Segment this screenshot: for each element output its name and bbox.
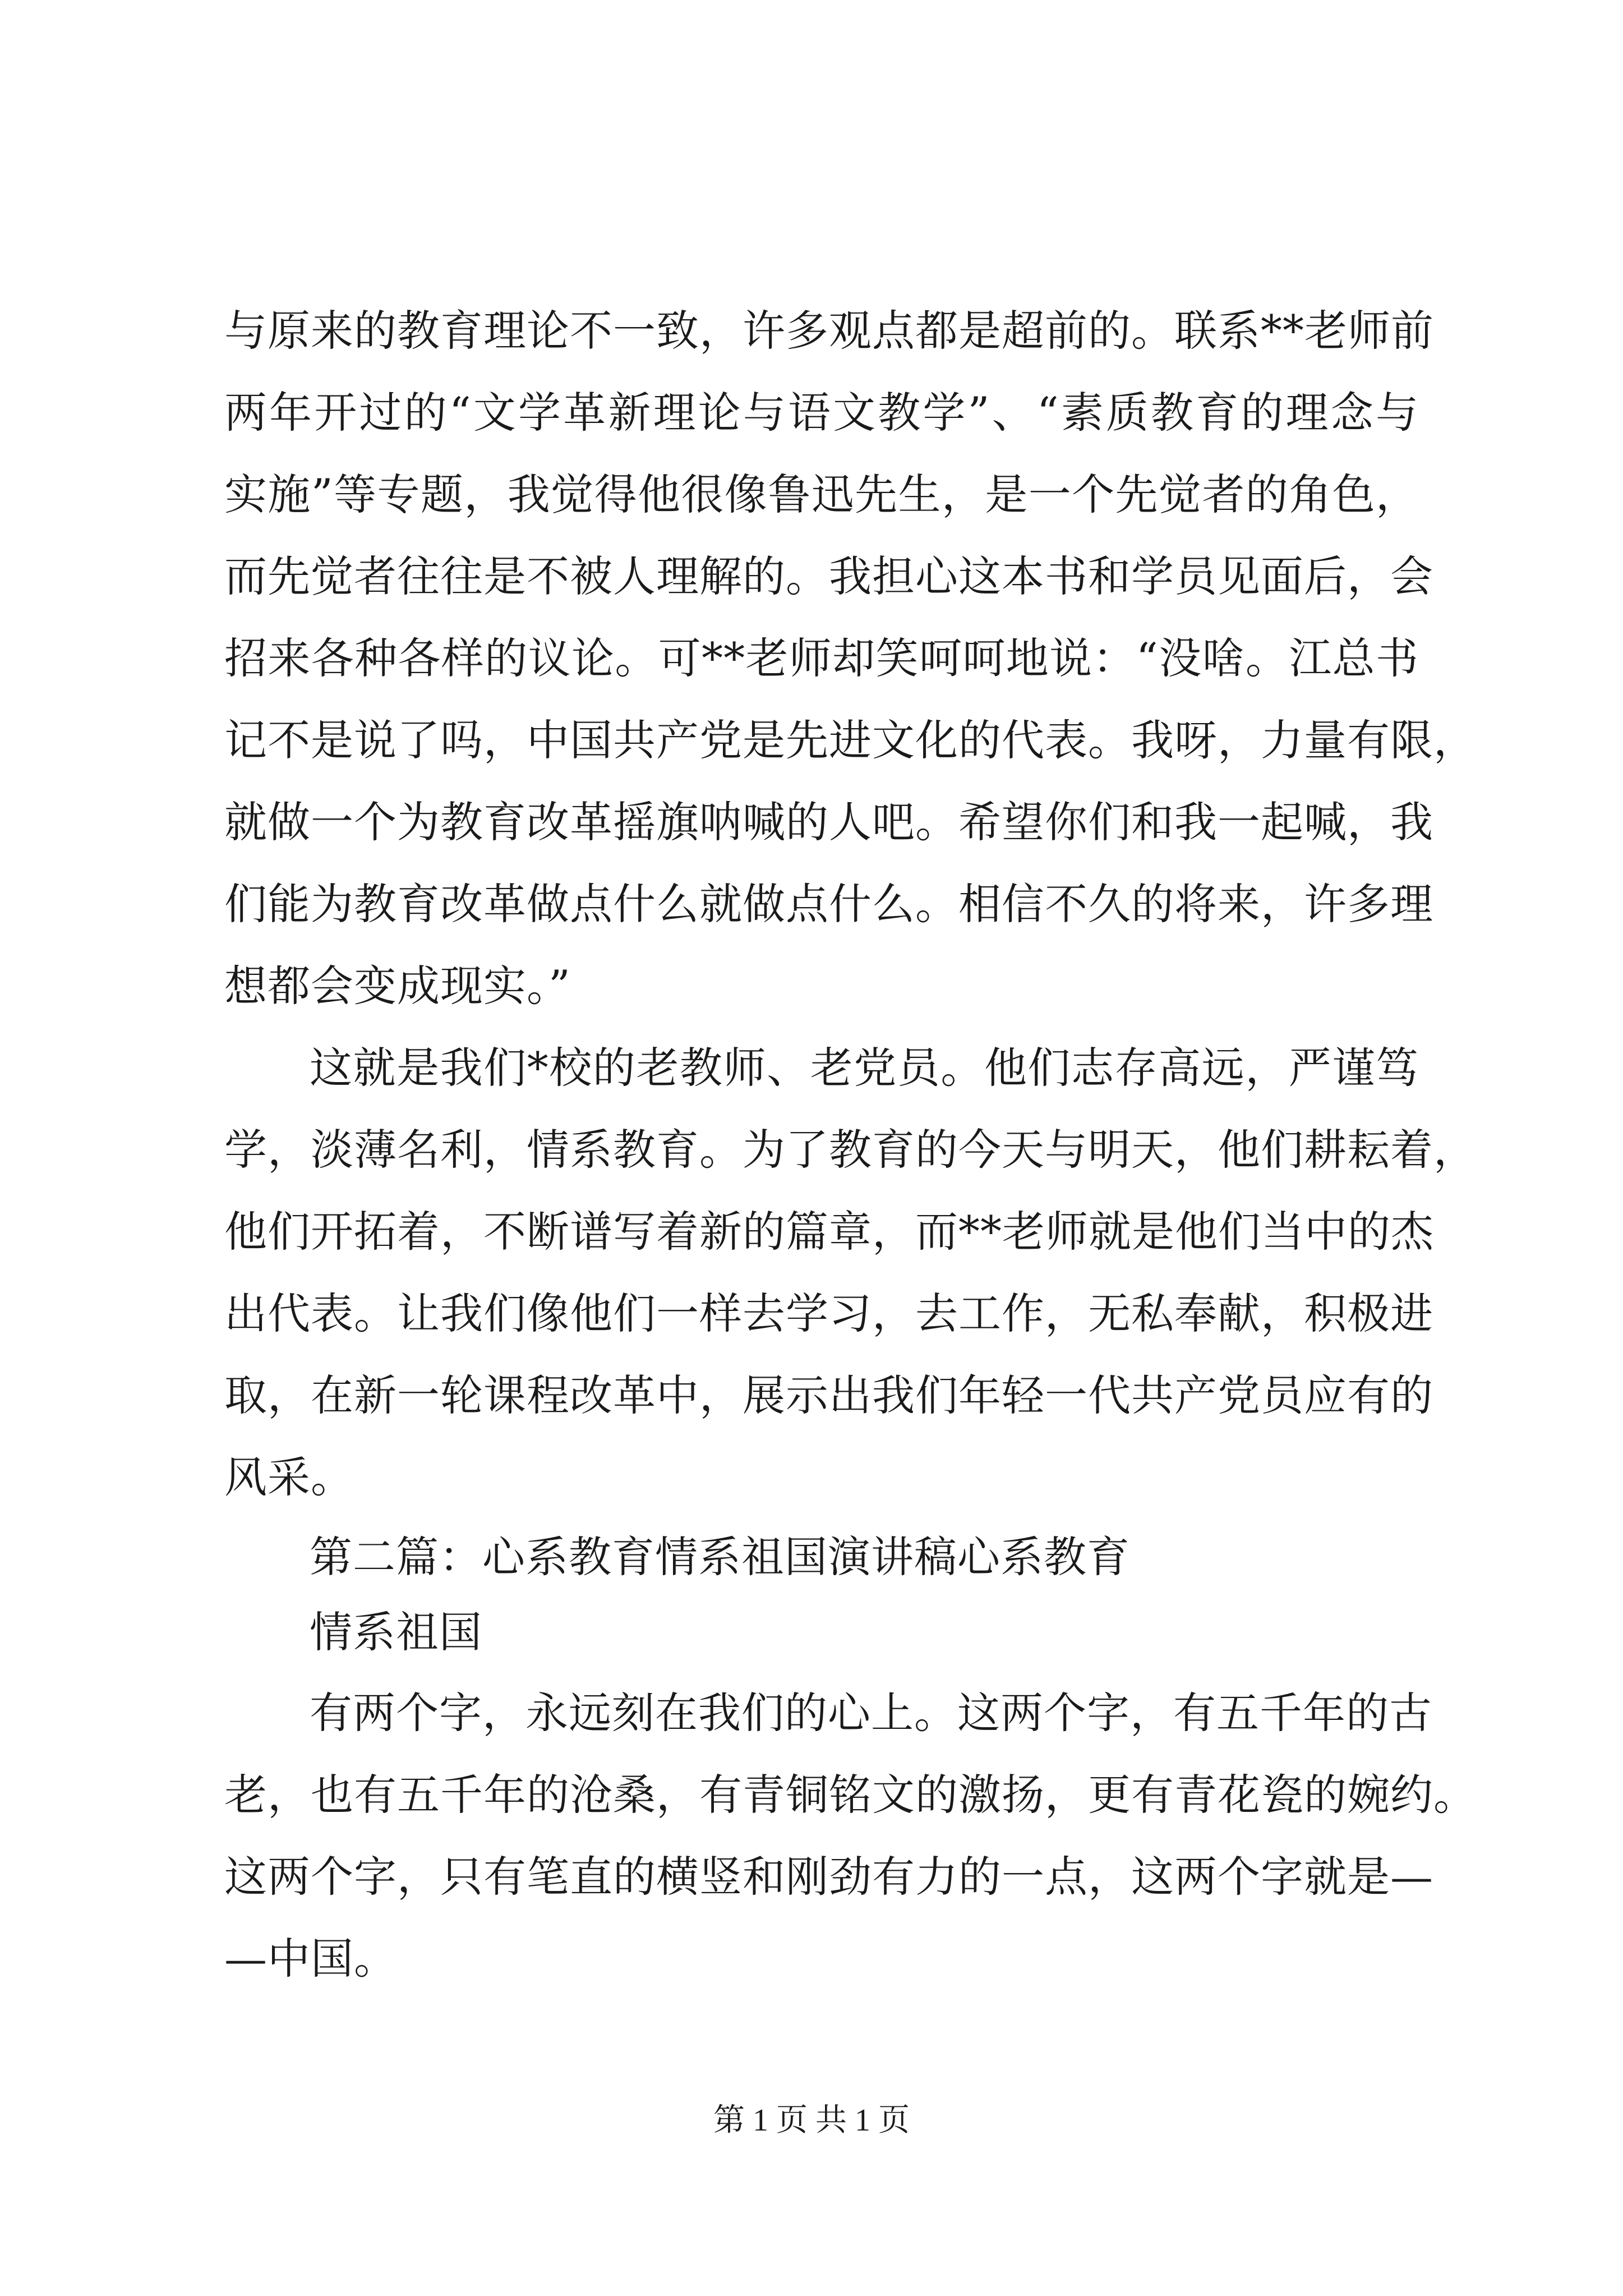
paragraph-line: 记不是说了吗，中国共产党是先进文化的代表。我呀，力量有限， [224, 715, 1477, 765]
paragraph-line: 就做一个为教育改革摇旗呐喊的人吧。希望你们和我一起喊，我 [224, 797, 1433, 847]
paragraph-line: 出代表。让我们像他们一样去学习，去工作，无私奉献，积极进 [224, 1289, 1433, 1338]
paragraph-line: 们能为教育改革做点什么就做点什么。相信不久的将来，许多理 [224, 879, 1433, 929]
paragraph-line: 老，也有五千年的沧桑，有青铜铭文的激扬，更有青花瓷的婉约。 [224, 1770, 1477, 1820]
heading-line: 第二篇：心系教育情系祖国演讲稿心系教育 [310, 1532, 1130, 1582]
paragraph-line: 想都会变成现实。” [224, 961, 571, 1011]
paragraph-line: 这两个字，只有笔直的横竖和刚劲有力的一点，这两个字就是— [224, 1852, 1433, 1902]
paragraph-line: 与原来的教育理论不一致，许多观点都是超前的。联系**老师前 [224, 306, 1434, 356]
paragraph-line: 招来各种各样的议论。可**老师却笑呵呵地说：“没啥。江总书 [224, 633, 1419, 683]
paragraph-line: 而先觉者往往是不被人理解的。我担心这本书和学员见面后，会 [224, 551, 1433, 601]
paragraph-line: 风采。 [224, 1452, 354, 1502]
paragraph-line: 他们开拓着，不断谱写着新的篇章，而**老师就是他们当中的杰 [224, 1207, 1434, 1257]
paragraph-line: 取，在新一轮课程改革中，展示出我们年轻一代共产党员应有的 [224, 1370, 1433, 1420]
paragraph-line: 两年开过的“文学革新理论与语文教学”、“素质教育的理念与 [224, 388, 1419, 438]
paragraph-line: 有两个字，永远刻在我们的心上。这两个字，有五千年的古 [310, 1688, 1432, 1738]
paragraph-line: 学，淡薄名利，情系教育。为了教育的今天与明天，他们耕耘着， [224, 1125, 1477, 1175]
paragraph-line: 这就是我们*校的老教师、老党员。他们志存高远，严谨笃 [310, 1043, 1419, 1093]
heading-line: 情系祖国 [310, 1607, 482, 1657]
paragraph-line: 实施”等专题，我觉得他很像鲁迅先生，是一个先觉者的角色， [224, 470, 1419, 519]
page-number-footer: 第 1 页 共 1 页 [713, 2103, 910, 2138]
paragraph-line: —中国。 [224, 1934, 397, 1984]
